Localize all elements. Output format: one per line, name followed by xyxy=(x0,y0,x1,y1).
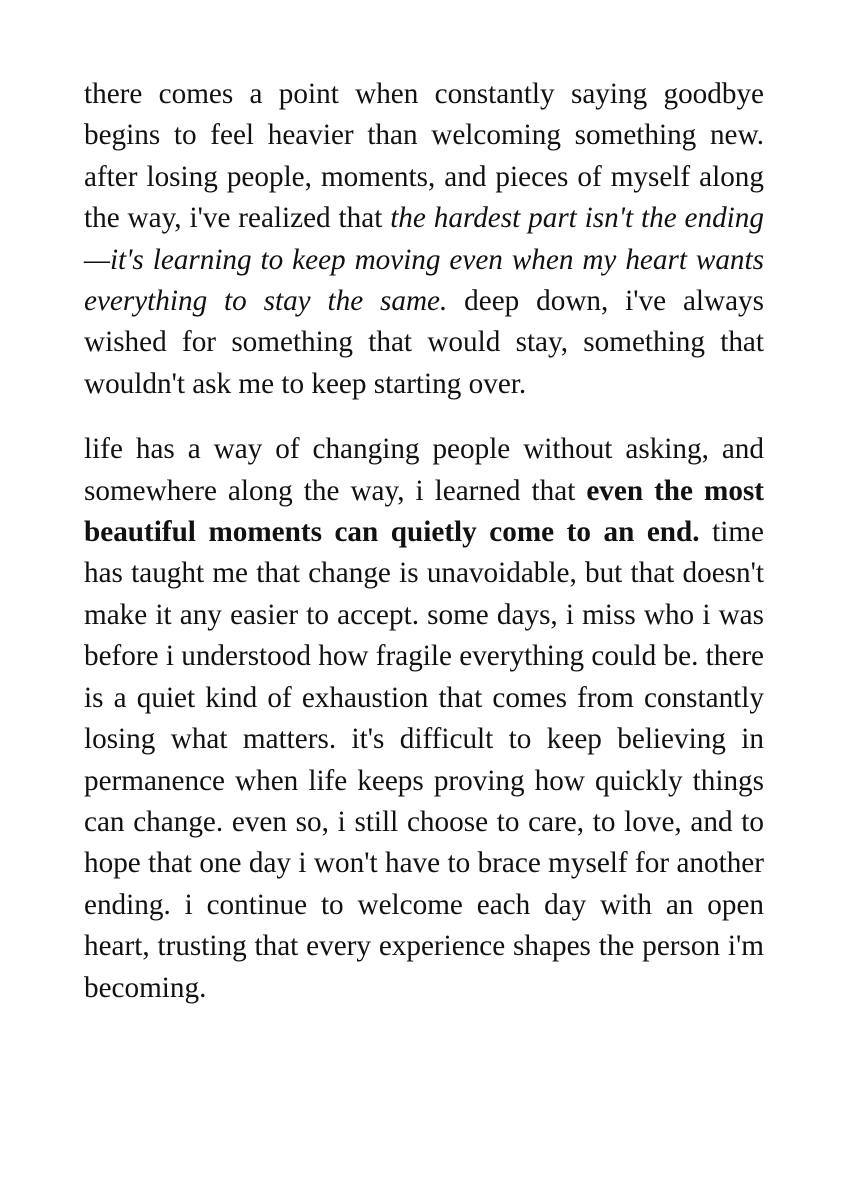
paragraph-1-text-end: deep down, i've always wished for something that would stay, something that wouldn't ask me to keep starting over. xyxy=(84,285,764,400)
paragraph-1-italic-emphasis: the hardest part isn't the ending—it's learning to keep moving even when my heart wants everything to stay the same. xyxy=(84,202,764,318)
document-page xyxy=(84,74,764,1009)
paragraph-2-text-end: time has taught me that change is unavoidable, but that doesn't make it any easier to accept. some days, i miss who i was before i understood how fragile everything could be. there is a quiet kind of exhaustion that comes from constantly losing what matters. it's difficult to keep believing in permanence when life keeps proving how quickly things can change. even so, i still choose to care, to love, and to hope that one day i won't have to brace myself for another ending. i continue to welcome each day with an open heart, trusting that every experience shapes the person i'm becoming. xyxy=(84,516,764,1004)
paragraph-2-bold-emphasis: even the most beautiful moments can quietly come to an end. xyxy=(84,474,764,549)
paragraph-2 xyxy=(84,429,764,1009)
paragraph-2-text-start: life has a way of changing people without asking, and somewhere along the way, i learned that xyxy=(84,433,764,507)
paragraph-1 xyxy=(84,74,764,405)
paragraph-1-text-start: there comes a point when constantly saying goodbye begins to feel heavier than welcoming something new. after losing people, moments, and pieces of myself along the way, i've realized that xyxy=(84,78,764,235)
